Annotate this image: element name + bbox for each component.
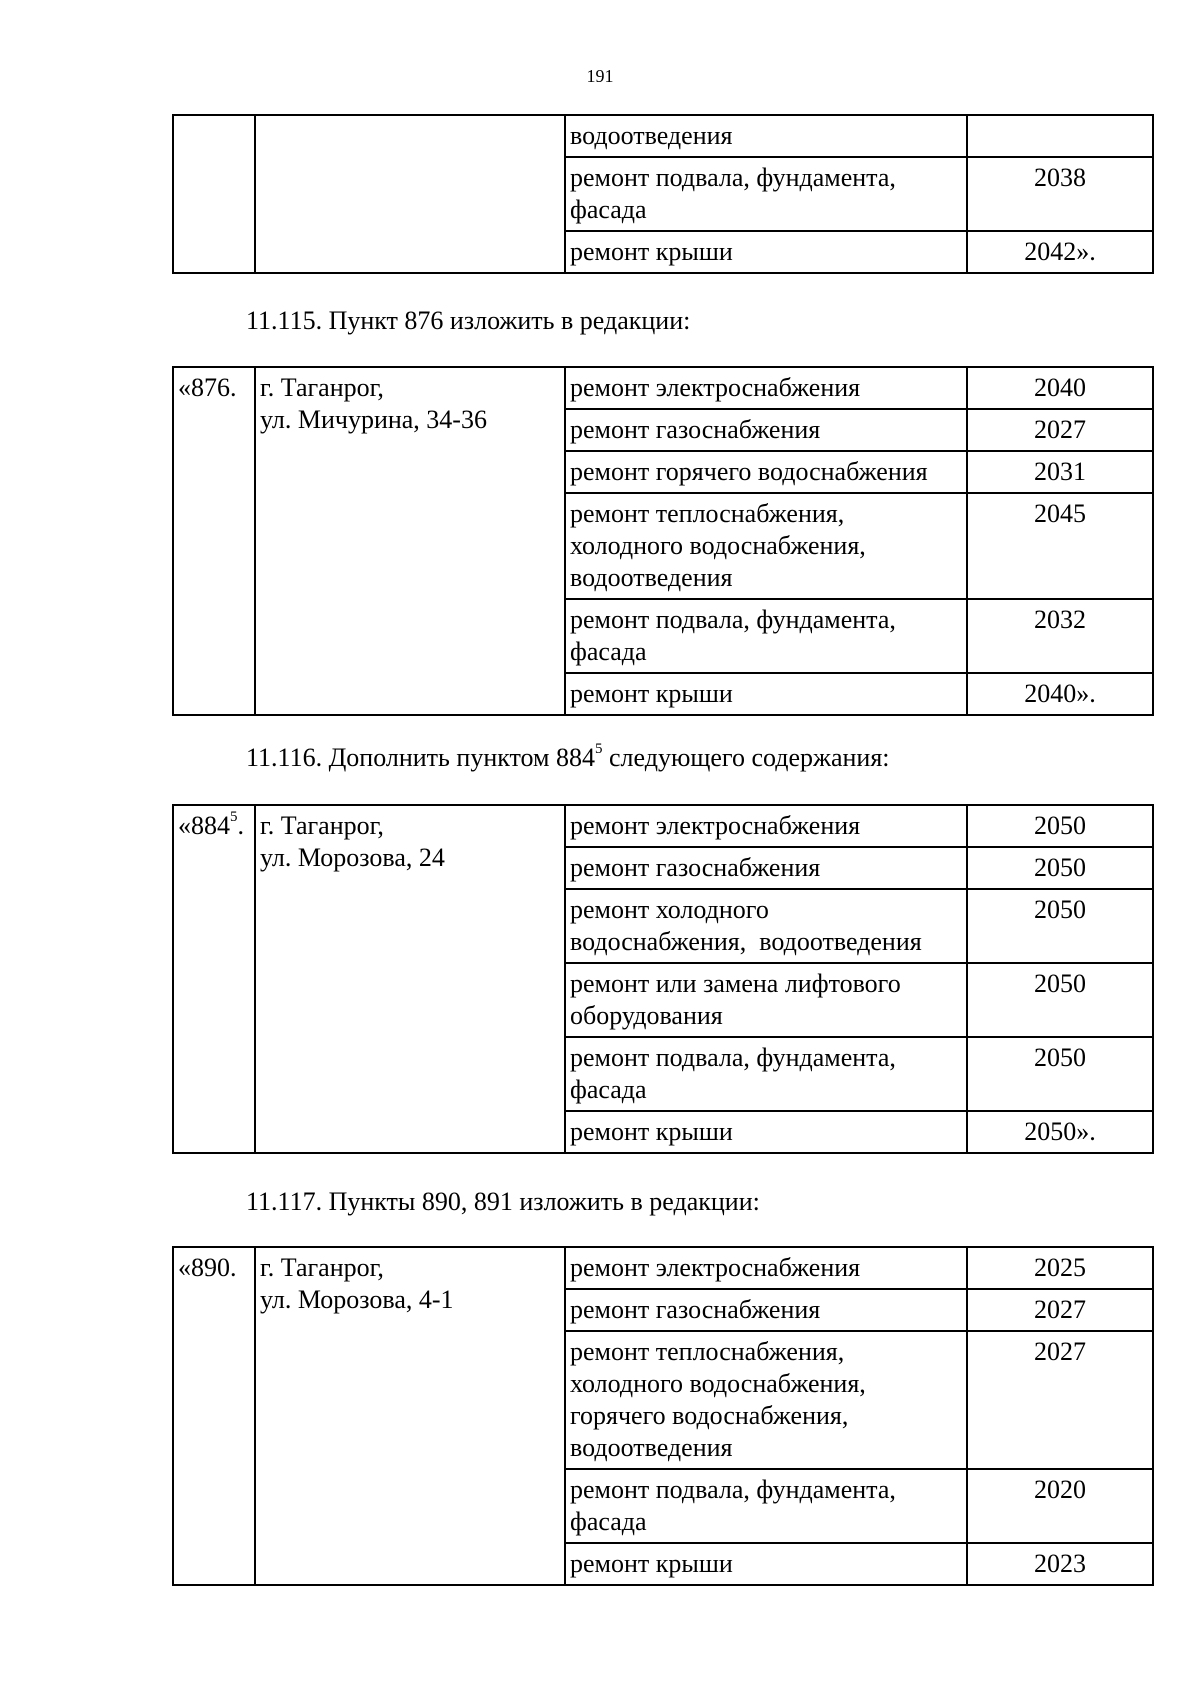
cell-work: ремонт подвала, фундамента, фасада [565, 1037, 967, 1111]
cell-work: ремонт крыши [565, 1543, 967, 1585]
paragraph-text: 11.116. Дополнить пунктом 884 [246, 743, 595, 772]
paragraph-11-117: 11.117. Пункты 890, 891 изложить в редакции: [246, 1187, 760, 1216]
cell-num [173, 115, 255, 273]
cell-work: ремонт подвала, фундамента, фасада [565, 157, 967, 231]
cell-year: 2050 [967, 1037, 1153, 1111]
cell-year: 2045 [967, 493, 1153, 599]
table-884-5 [172, 804, 1154, 1154]
cell-year: 2050 [967, 847, 1153, 889]
table-continuation [172, 114, 1154, 274]
cell-year: 2040 [967, 367, 1153, 409]
cell-work: ремонт теплоснабжения, холодного водоснабжения, водоотведения [565, 493, 967, 599]
cell-work: ремонт электроснабжения [565, 1247, 967, 1289]
paragraph-11-115: 11.115. Пункт 876 изложить в редакции: [246, 306, 691, 335]
paragraph-text: следующего содержания: [602, 743, 890, 772]
table-876 [172, 366, 1154, 716]
superscript: 5 [230, 809, 238, 826]
cell-year: 2027 [967, 1331, 1153, 1469]
cell-year: 2042». [967, 231, 1153, 273]
cell-work: ремонт электроснабжения [565, 805, 967, 847]
cell-work: ремонт или замена лифтового оборудования [565, 963, 967, 1037]
cell-work: ремонт подвала, фундамента, фасада [565, 1469, 967, 1543]
cell-year: 2032 [967, 599, 1153, 673]
table-890 [172, 1246, 1154, 1586]
cell-year: 2050 [967, 805, 1153, 847]
cell-num: «876. [173, 367, 255, 715]
cell-work: ремонт холодного водоснабжения, водоотведения [565, 889, 967, 963]
cell-work: ремонт газоснабжения [565, 409, 967, 451]
paragraph-11-116 [246, 742, 890, 774]
cell-year: 2027 [967, 1289, 1153, 1331]
cell-work: ремонт электроснабжения [565, 367, 967, 409]
cell-year: 2031 [967, 451, 1153, 493]
cell-work: ремонт подвала, фундамента, фасада [565, 599, 967, 673]
cell-year: 2023 [967, 1543, 1153, 1585]
cell-work: водоотведения [565, 115, 967, 157]
cell-work: ремонт теплоснабжения, холодного водоснабжения, горячего водоснабжения, водоотведения [565, 1331, 967, 1469]
cell-num [173, 805, 255, 1153]
cell-address: г. Таганрог, ул. Мичурина, 34-36 [255, 367, 565, 715]
superscript: 5 [595, 741, 603, 758]
cell-year: 2025 [967, 1247, 1153, 1289]
num-text: . [237, 811, 244, 840]
cell-year: 2020 [967, 1469, 1153, 1543]
cell-work: ремонт горячего водоснабжения [565, 451, 967, 493]
cell-num: «890. [173, 1247, 255, 1585]
cell-work: ремонт крыши [565, 1111, 967, 1153]
cell-year: 2038 [967, 157, 1153, 231]
cell-work: ремонт крыши [565, 231, 967, 273]
cell-address: г. Таганрог, ул. Морозова, 24 [255, 805, 565, 1153]
cell-work: ремонт газоснабжения [565, 1289, 967, 1331]
cell-year: 2050 [967, 889, 1153, 963]
cell-year [967, 115, 1153, 157]
cell-year: 2050 [967, 963, 1153, 1037]
cell-work: ремонт крыши [565, 673, 967, 715]
cell-year: 2050». [967, 1111, 1153, 1153]
page-number: 191 [586, 66, 614, 86]
num-text: «884 [178, 811, 230, 840]
cell-address [255, 115, 565, 273]
cell-work: ремонт газоснабжения [565, 847, 967, 889]
cell-year: 2027 [967, 409, 1153, 451]
cell-address: г. Таганрог, ул. Морозова, 4-1 [255, 1247, 565, 1585]
cell-year: 2040». [967, 673, 1153, 715]
